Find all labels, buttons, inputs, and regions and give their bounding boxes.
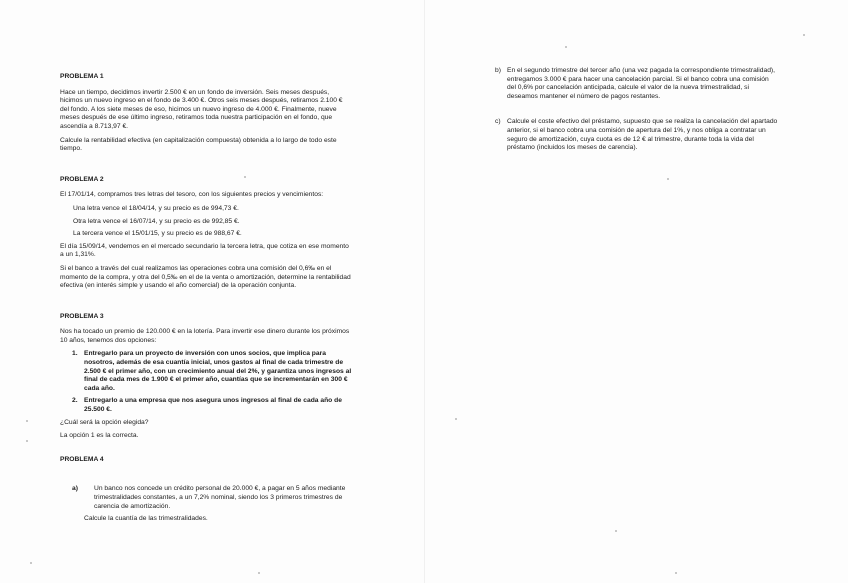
problem-4-part-a (60, 485, 352, 511)
problem-1-title: PROBLEMA 1 (60, 73, 104, 80)
problem-3-answer: La opción 1 es la correcta. (60, 432, 139, 440)
scan-speck (26, 440, 28, 442)
part-label: a) (72, 485, 78, 493)
option-item (60, 397, 352, 414)
problem-1-question: Calcule la rentabilidad efectiva (en capitalización compuesta) obtenida a lo largo de todo este tiempo. (60, 136, 337, 153)
scan-speck (26, 420, 28, 422)
part-b-text: En el segundo trimestre del tercer año (una vez pagada la correspondiente trimestralidad), entregamos 3.000 € para hacer una cancelación parcial. Si el banco cobra una comisión del 0,6% por cancelación anticipada, calcule el valor de la nueva trimestralidad, si deseamos mantener el número de pagos restantes. (507, 67, 776, 100)
scan-speck (258, 572, 260, 574)
part-a-question: Calcule la cuantía de las trimestralidades. (84, 515, 208, 523)
part-label: c) (495, 118, 501, 126)
problem-2-title: PROBLEMA 2 (60, 175, 104, 183)
scan-speck (803, 34, 805, 36)
option-text: Entregarlo a una empresa que nos asegura unos ingresos al final de cada año de 25.500 €. (84, 397, 342, 414)
problem-2-sale: El día 15/09/14, vendemos en el mercado secundario la tercera letra, que cotiza en ese momento a un 1,31%. (60, 242, 349, 259)
problem-3-title: PROBLEMA 3 (60, 312, 104, 320)
option-item (60, 350, 352, 393)
scan-speck (615, 530, 617, 532)
problem-2-question: Si el banco a través del cual realizamos las operaciones cobra una comisión del 0,6‰ en el momento de la compra, y otra del 0,5‰ en el de la venta o amortización, determine la rentabilidad efectiva (en interés simple y usando el año comercial) de la operación conjunta. (60, 264, 351, 290)
problem-3-question: ¿Cuál será la opción elegida? (60, 418, 149, 426)
right-column (495, 67, 778, 162)
option-text: Entregarlo para un proyecto de inversión con unos socios, que implica para nosotros, además de esa cuantía inicial, unos gastos al final de cada trimestre de 2.500 € el primer año, con un crecimiento anual del 2%, y garantiza unos ingresos al final de cada mes de 1.900 € el primer año, cuantías que se incrementarán en 300 € cada año. (84, 350, 352, 392)
bill-item: Una letra vence el 18/04/14, y su precio es de 994,73 €. (73, 204, 239, 212)
scan-speck (244, 176, 246, 178)
part-c-text: Calcule el coste efectivo del préstamo, supuesto que se realiza la cancelación del apartado anterior, si el banco cobra una comisión de apertura del 1%, y nos obliga a contratar un seguro de amortización, cuya cuota es de 12 € al trimestre, durante toda la vida del préstamo (incluidos los meses de carencia). (507, 118, 778, 152)
left-column (60, 73, 352, 524)
bill-item: Otra letra vence el 16/07/14, y su precio es de 992,85 €. (73, 217, 240, 225)
part-a-text: Un banco nos concede un crédito personal de 20.000 €, a pagar en 5 años mediante trimestralidades constantes, a un 7,2% nominal, siendo los 3 primeros trimestres de carencia de amortización. (94, 485, 346, 510)
problem-3-intro: Nos ha tocado un premio de 120.000 € en la lotería. Para invertir ese dinero durante los próximos 10 años, tenemos dos opciones: (60, 328, 350, 344)
bill-item: La tercera vence el 15/01/15, y su precio es de 988,67 €. (73, 230, 242, 238)
option-number: 2. (72, 397, 78, 405)
problem-4-part-c (495, 118, 778, 152)
scan-speck (455, 418, 457, 420)
scan-speck (675, 572, 677, 574)
option-number: 1. (72, 350, 78, 358)
part-label: b) (495, 67, 501, 74)
scan-speck (565, 46, 567, 48)
problem-2-intro: El 17/01/14, compramos tres letras del tesoro, con los siguientes precios y vencimientos: (60, 191, 324, 199)
scan-speck (667, 178, 669, 180)
problem-4-title: PROBLEMA 4 (60, 455, 104, 463)
problem-4-part-b (495, 67, 778, 101)
problem-1-statement: Hace un tiempo, decidimos invertir 2.500 € en un fondo de inversión. Seis meses después, hicimos un nuevo ingreso en el fondo de 3.400 €. Otros seis meses después, retiramos 2.100 € del fondo. A los siete meses de eso, hicimos un nuevo ingreso de 4.000 €. Finalmente, nueve meses después de ese último ingreso, retiramos toda nuestra participación en el fondo, que ascendía a 8.713,97 €. (60, 88, 343, 130)
scan-speck (30, 562, 32, 564)
